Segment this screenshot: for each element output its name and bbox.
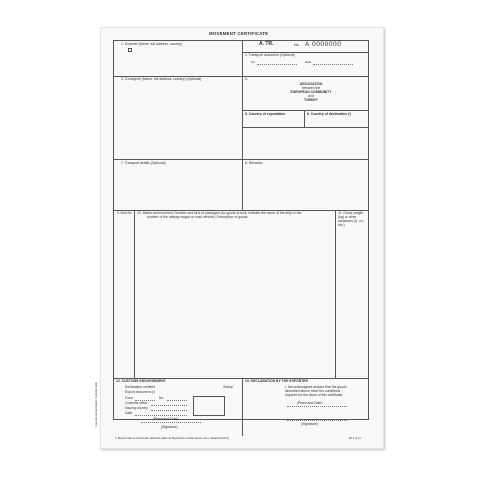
form-no-label: No <box>159 396 164 400</box>
remarks-label: 8. Remarks <box>245 161 263 165</box>
marks-description-label: 10. Marks and numbers; Number and kind of packages (for goods in bulk, indicate the name of the ship or the <box>137 211 302 215</box>
customs-endorsement-label: 12. CUSTOMS ENDORSEMENT <box>116 379 166 383</box>
declaration-certified: Declaration certified <box>125 385 155 389</box>
customs-stamp-box <box>193 396 225 416</box>
divider <box>242 378 243 436</box>
divider <box>134 210 135 378</box>
export-document: Export document (²) <box>125 390 155 394</box>
customs-place-date: (Place and Date) <box>153 417 179 421</box>
divider <box>242 76 243 159</box>
footer-code: Ek 4 (I) / F <box>349 437 362 440</box>
transport-document-label: 2. Transport document (Optional) <box>245 53 295 57</box>
customs-date-label: Date <box>125 411 133 415</box>
marks-description-label-2: number of the railway wagon or road vehicle); Description of goods <box>147 215 248 219</box>
form-label: Form <box>125 396 133 400</box>
movement-certificate-form <box>94 27 384 449</box>
country-exportation-label: 5. Country of exportation <box>245 112 286 116</box>
association-line-2: between the <box>301 86 321 90</box>
association-line-5: TURKEY <box>304 98 318 102</box>
divider <box>335 210 336 378</box>
transport-date-field[interactable] <box>313 64 353 65</box>
transport-date-label: Date <box>305 60 312 64</box>
footer-note: 1. Beyanlı olan ve ilerlenecek yabhanel şişkim ile Beyahısannı anlaşmasına. Aslı + Metali kontül (0) <box>115 437 229 440</box>
exporter-declaration-label: 13. DECLARATION BY THE EXPORTER <box>245 379 308 383</box>
divider <box>242 40 243 76</box>
box4-number: 4. <box>245 77 248 81</box>
divider <box>242 110 369 111</box>
customs-office-field[interactable] <box>151 405 187 406</box>
issuing-country-field[interactable] <box>151 410 187 411</box>
divider <box>242 159 243 210</box>
exporter-signature-field[interactable] <box>287 420 347 421</box>
association-line-3: EUROPEAN COMMUNITY <box>290 90 332 94</box>
exporter-place-date-field[interactable] <box>287 406 347 407</box>
form-code: A. TR. <box>259 41 274 47</box>
item-number-label: 9. Item No. <box>117 211 133 215</box>
exporter-label: 1. Exporter (Name, full address, country) <box>121 42 183 46</box>
transport-details-label: 7. Transport details (Optional) <box>121 161 166 165</box>
transport-no-label: No <box>251 60 255 64</box>
association-line-4: and <box>308 94 314 98</box>
certificate-number: A 0000000 <box>305 41 342 48</box>
divider <box>242 127 369 128</box>
issuing-country-label: Issuing country <box>125 406 148 410</box>
number-label: No <box>294 42 300 47</box>
exporter-signature: (Signature) <box>301 422 318 426</box>
customs-signature: (Signature) <box>161 425 178 429</box>
customs-signature-field[interactable] <box>141 422 201 423</box>
exporter-checkbox[interactable] <box>128 48 132 52</box>
form-no-field[interactable] <box>167 400 187 401</box>
exporter-declaration-text: I, the undersigned declare that the goods described above meet the conditions required for the issue of this certificate. <box>285 385 347 397</box>
customs-office-label: Customs office <box>125 401 148 405</box>
divider <box>113 159 369 160</box>
side-note: Customs nomenclature / Gümrük tarife <box>94 382 98 427</box>
consignee-label: 3. Consignee (Name, full address, country) (Optional) <box>121 77 202 81</box>
stamp-label: Stamp <box>223 385 233 389</box>
gross-weight-label: 11. Gross weight (kg) or other measures (lt., m³, etc.) <box>338 211 365 227</box>
exporter-place-date: (Place and Date) <box>297 401 323 405</box>
customs-date-field[interactable] <box>135 415 187 416</box>
country-destination-label: 6. Country of destination (¹) <box>307 112 352 116</box>
association-line-1: ASSOCIATION <box>299 82 323 86</box>
divider <box>304 110 305 127</box>
transport-no-field[interactable] <box>257 64 297 65</box>
form-title: MOVEMENT CERTIFICATE <box>209 31 269 36</box>
